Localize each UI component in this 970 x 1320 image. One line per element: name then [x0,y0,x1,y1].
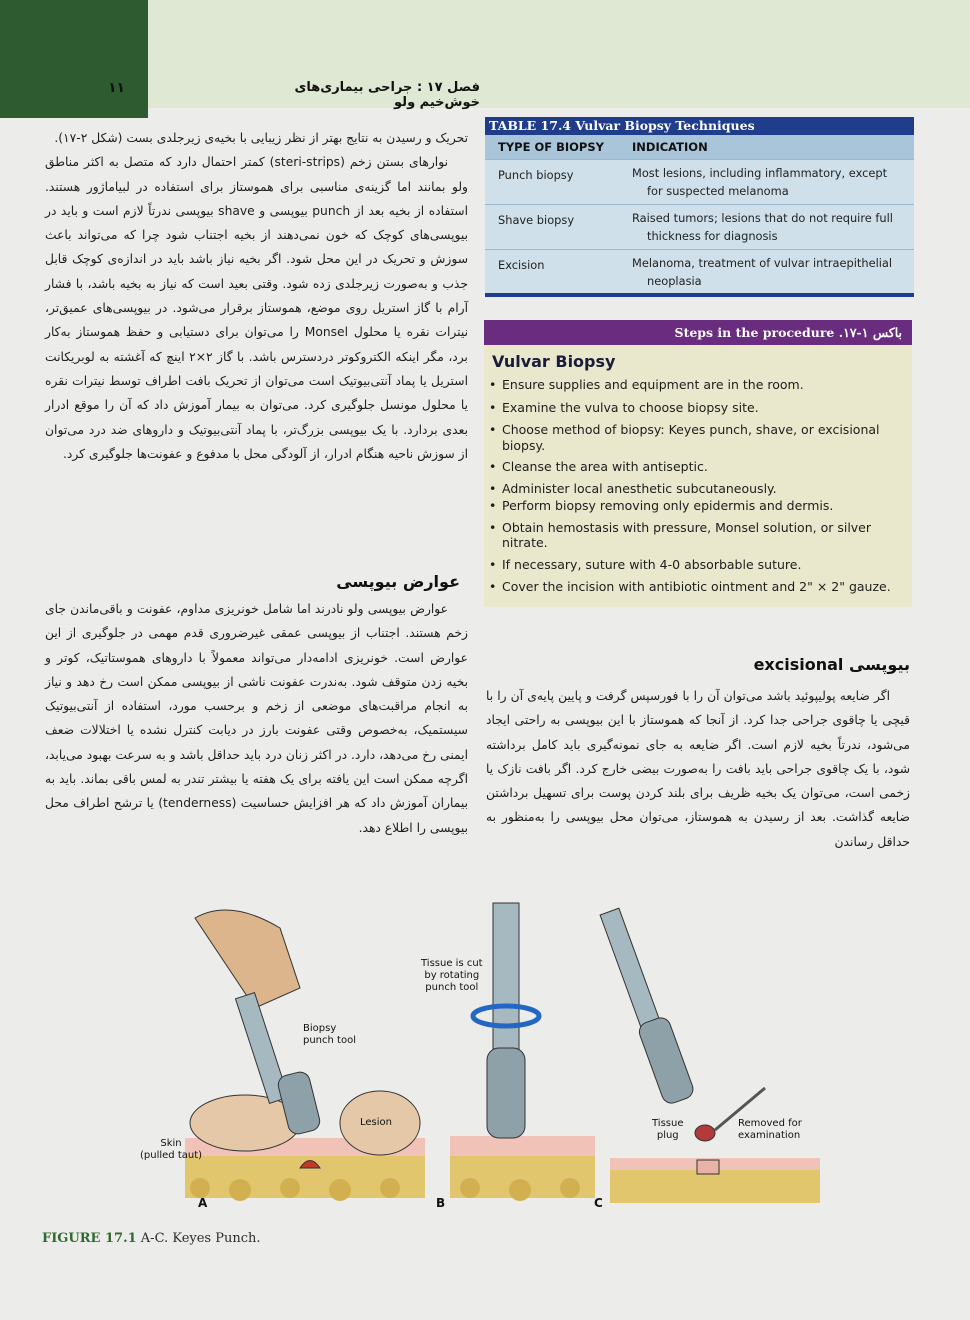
keyes-punch-figure [0,898,970,1228]
column-header: INDICATION [632,140,708,154]
list-item: • Choose method of biopsy: Keyes punch, shave, or excisional biopsy. [489,422,880,453]
paragraph: تحریک و رسیدن به نتایج بهتر از نظر زیبایی با بخیه‌ی زیرجلدی بست (شکل ۲-۱۷). [54,131,468,145]
label-tissue-plug: Tissue plug [652,1118,684,1141]
table-cell: Punch biopsy [498,168,574,182]
table-cell: Raised tumors; lesions that do not require full thickness for diagnosis [632,211,893,243]
chapter-title: فصل ۱۷ : جراحی بیماری‌های خوش‌خیم ولو [294,80,480,110]
box-title: باکس ۱-۱۷. Steps in the procedure [484,320,912,345]
list-item: • Perform biopsy removing only epidermis and dermis. [489,498,834,513]
figure-illustration [0,898,970,1228]
table-title: TABLE 17.4 Vulvar Biopsy Techniques [485,117,914,135]
table-bottom-rule [485,293,914,297]
panel-label-c: C [594,1196,603,1210]
list-item: • If necessary, suture with 4-0 absorbable suture. [489,556,802,572]
biopsy-techniques-table [485,117,914,297]
right-column-body [45,126,468,466]
panel-b-drawing [450,903,595,1201]
caption-text: A-C. Keyes Punch. [140,1231,261,1246]
table-row [485,204,914,249]
label-removed: Removed for examination [738,1118,802,1141]
panel-label-a: A [198,1196,208,1210]
list-item: • Obtain hemostasis with pressure, Monsel solution, or silver nitrate. [489,519,872,550]
excisional-body: اگر ضایعه پولیپوئید باشد می‌توان آن را با فورسپس گرفت و پایین پایه‌ی آن را با قیچی یا چاقوی جراحی جدا کرد. از آنجا که هموستاز با این بیوپسی به راحتی ایجاد می‌شود، ندرتاً بخیه لازم است. اگر ضایعه به جای نمونه‌گیری باید کامل برداشته شود، با یک چاقوی جراحی باید بافت را به‌صورت بیضی خارج کرد. اگر بافت نازک یا زخمی است، می‌توان یک بخیه ظریف برای بلند کردن پوست برای تسهیل برداشتن ضایعه گذاشت. بعد از رسیدن به هموستاز، می‌توان محل بیوپسی را به‌منظور به حداقل رساندن [486,689,910,849]
table-cell: Melanoma, treatment of vulvar intraepithelial neoplasia [632,256,893,288]
panel-c-drawing [600,908,820,1203]
table-row [485,159,914,204]
label-biopsy-tool: Biopsy punch tool [303,1023,356,1046]
panel-label-b: B [436,1196,446,1210]
list-item: • Administer local anesthetic subcutaneously. [489,480,777,496]
paragraph: نوارهای بستن زخم (steri-strips) کمتر احتمال دارد که متصل به اکثر مناطق ولو بمانند اما گزینه‌ی مناسبی برای هموستاز برای استفاده در لبیاماژور هستند. استفاده از بخیه بعد از punch بیوپسی و shave بیوپسی ندرتاً لازم است و باید در بیوپسی‌های کوچک که خون نمی‌دهند از بخیه اجتناب شود چرا که می‌تواند باعث سوزش و تحریک در این محل شود. اگر بخیه نیاز باشد باید در اندازه‌ی کوچک قابل جذب و به‌صورت زیرجلدی زده شود. وقتی بعید است که نیاز به بخیه باشد، با فشار آرام با گاز استریل روی موضع، هموستاز برقرار می‌شود. در بیوپسی‌های عمیق‌تر، نیترات نقره یا محلول Monsel را می‌توان برای دستیابی و حفظ هموستاز به‌کار برد، مگر اینکه الکتروکوتر دردسترس باشد. با گاز ۲×۲ اینچ که آغشته به لوبریکانت استریل یا پماد آنتی‌بیوتیک است می‌توان از تحریک بافت اطراف توسط نیترات نقره یا محلول مونسل جلوگیری کرد. می‌توان به بیمار آموزش داد که آن را موقع ادرار بعدی بردارد. با یک بیوپسی بزرگ‌تر، با پماد آنتی‌بیوتیک و داروهای ضد درد می‌توان از سوزش ناحیه هنگام ادرار، از آلودگی محل با مدفوع و عفونت‌ها جلوگیری کرد. [45,155,469,461]
page-number: ۱۱ [108,80,126,96]
figure-caption [42,1231,261,1246]
label-lesion: Lesion [360,1117,392,1128]
procedure-box [484,320,912,607]
table-cell: Excision [498,258,545,272]
label-skin: Skin (pulled taut) [140,1138,203,1161]
box-subtitle: Vulvar Biopsy [492,352,616,371]
label-rotating: Tissue is cut by rotating punch tool [421,958,483,993]
complications-heading: عوارض بیوپسی [336,572,460,591]
table-header [485,135,914,159]
list-item: • Cover the incision with antibiotic ointment and 2" × 2" gauze. [489,579,891,594]
list-item: • Cleanse the area with antiseptic. [489,459,708,474]
list-item: • Examine the vulva to choose biopsy site. [489,399,759,415]
table-row [485,249,914,294]
steps-list [484,377,912,595]
table-cell: Most lesions, including inflammatory, except for suspected melanoma [632,166,888,198]
complications-body: عوارض بیوپسی ولو نادرند اما شامل خونریزی مداوم، عفونت و باقی‌ماندن جای زخم هستند. اجتناب از بیوپسی عمقی غیرضروری قدم مهمی در جلوگیری از این عوارض است. خونریزی ادامه‌دار می‌تواند معمولاً با داروهای هموستاتیک، کوتر و بخیه زدن متوقف شود. به‌ندرت عفونت ناشی از بیوپسی ممکن است رخ دهد و نیاز به انجام مراقبت‌های موضعی از زخم و برحسب مورد، استفاده از آنتی‌بیوتیک سیستمیک، به‌خصوص وقتی عفونت بارز در دیابت کنترل نشده یا اختلالات ضعف ایمنی رخ می‌دهد، دارد. در اکثر زنان درد باید حداقل باشد و به سرعت بهبود می‌یابد، اگرچه ممکن است این یافته برای یک هفته یا بیشتر تندر به لمس باقی بماند. باید به بیماران آموزش داد که هر افزایش حساسیت (tenderness) یا ترشح اطراف محل بیوپسی را اطلاع دهد. [45,602,468,835]
table-cell: Shave biopsy [498,213,575,227]
excisional-heading: بیوپسی excisional [753,655,910,674]
list-item: • Ensure supplies and equipment are in the room. [489,377,804,392]
header-band-dark [0,0,148,118]
column-header: TYPE OF BIOPSY [498,140,604,154]
caption-label: FIGURE 17.1 [42,1231,137,1246]
panel-a-drawing [185,910,425,1201]
